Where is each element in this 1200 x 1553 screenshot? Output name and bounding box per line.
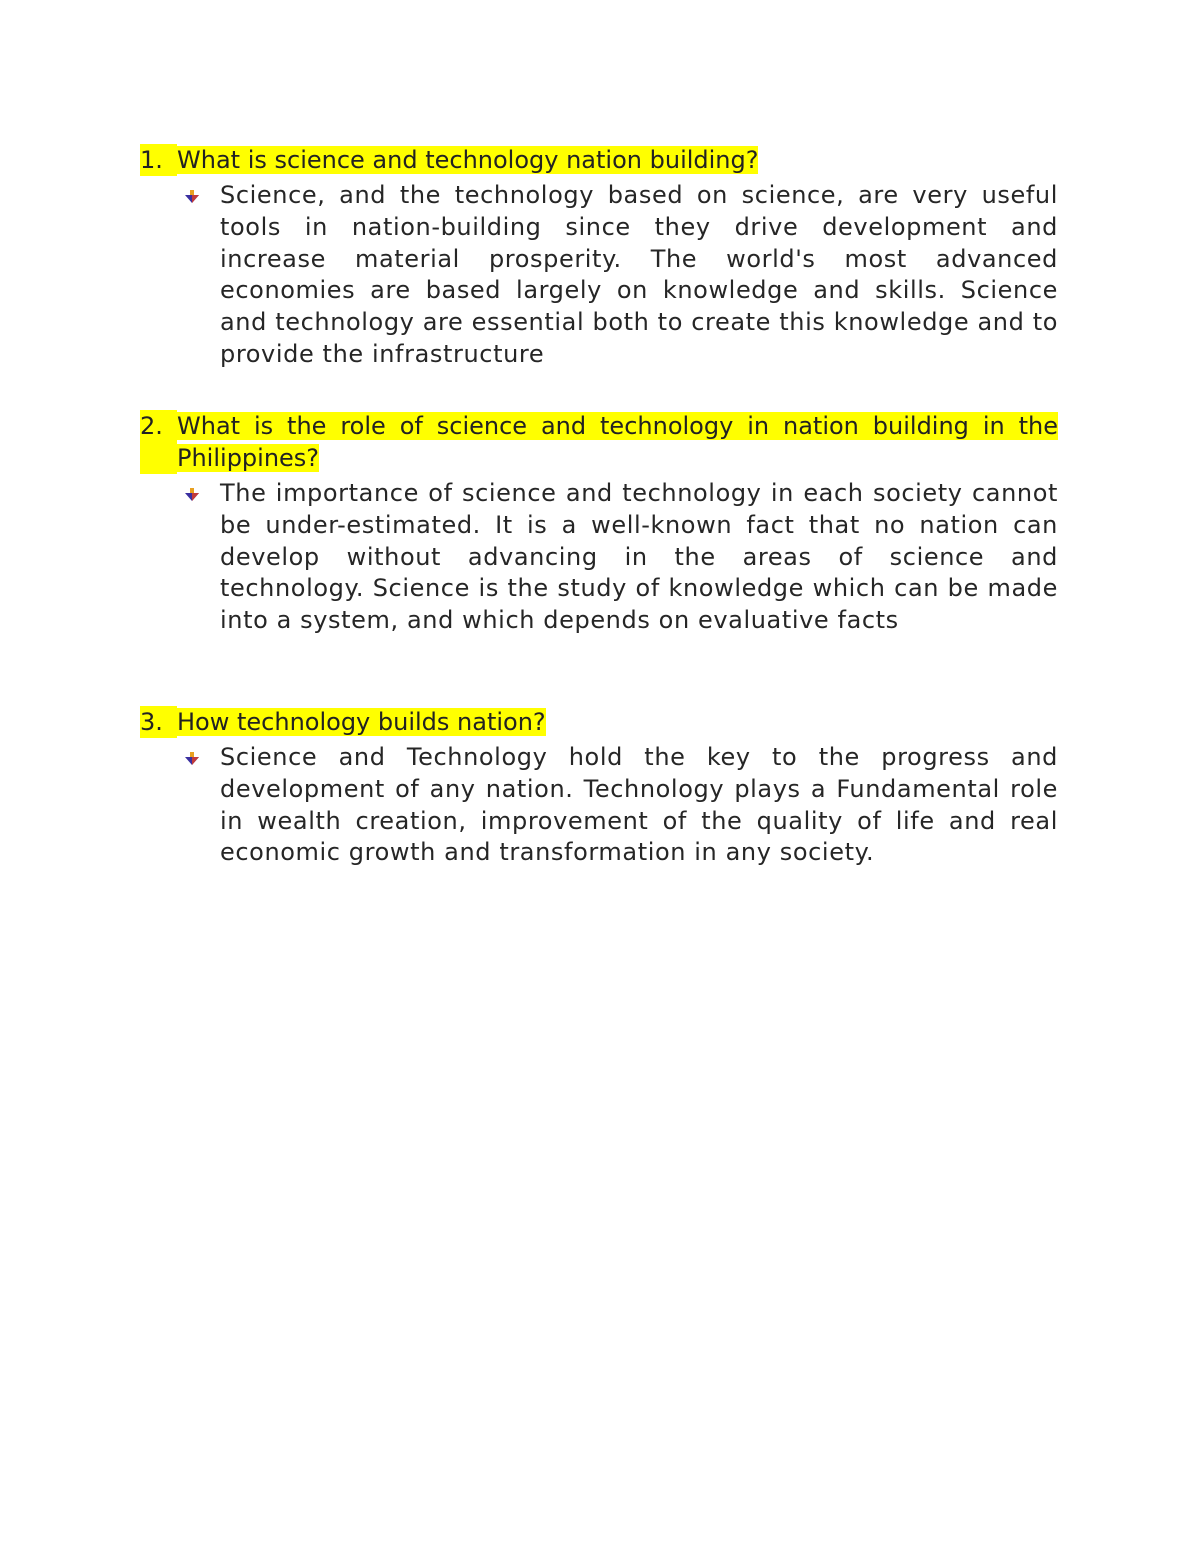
question-2: [140, 410, 1058, 474]
question-text: How technology builds nation?: [177, 708, 546, 736]
arrow-down-bullet-icon: [184, 742, 220, 774]
question-3: [140, 706, 1058, 738]
arrow-down-bullet-icon: [184, 478, 220, 510]
qa-item-1: [140, 144, 1058, 371]
answer-3: [184, 742, 1058, 869]
question-1: [140, 144, 1058, 176]
question-text: What is the role of science and technology in nation building in the Philippines?: [177, 412, 1058, 472]
answer-text: The importance of science and technology in each society cannot be under-estimated. It is a well-known fact that no nation can develop without advancing in the areas of science and technology. Science is the study of knowledge which can be made into a system, and which depends on evaluative facts: [220, 479, 1058, 635]
answer-text: Science and Technology hold the key to the progress and development of any nation. Technology plays a Fundamental role in wealth creation, improvement of the quality of life and real economic growth and transformation in any society.: [220, 743, 1058, 867]
question-number: 1.: [140, 144, 177, 176]
arrow-down-bullet-icon: [184, 180, 220, 212]
question-number: 2.: [140, 410, 177, 474]
qa-item-3: [140, 706, 1058, 869]
answer-1: [184, 180, 1058, 371]
answer-text: Science, and the technology based on science, are very useful tools in nation-building since they drive development and increase material prosperity. The world's most advanced economies are based largely on knowledge and skills. Science and technology are essential both to create this knowledge and to provide the infrastructure: [220, 181, 1058, 368]
qa-item-2: [140, 410, 1058, 637]
question-text: What is science and technology nation building?: [177, 146, 759, 174]
question-number: 3.: [140, 706, 177, 738]
answer-2: [184, 478, 1058, 637]
